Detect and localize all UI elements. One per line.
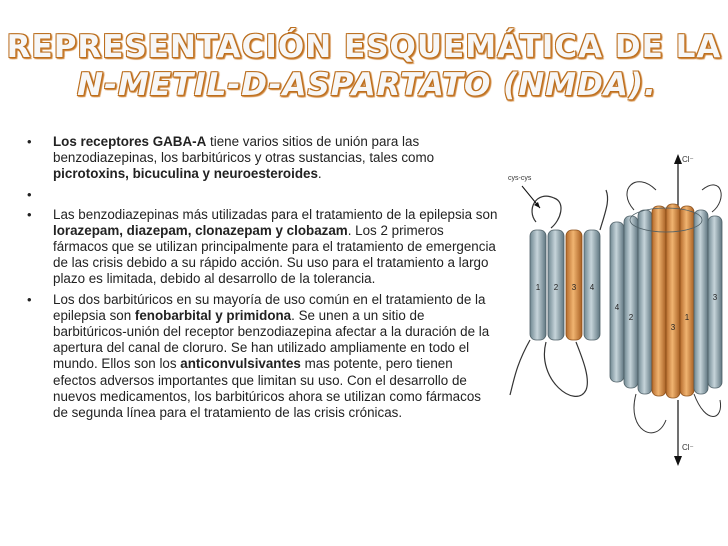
text-barb-1: Los dos barbitúricos en su mayoría de uso común en el tratamiento de la epilepsia son — [53, 291, 486, 323]
helix-number: 4 — [614, 303, 620, 312]
chloride-top-label: Cl⁻ — [682, 155, 694, 164]
helix-number: 3 — [571, 283, 577, 292]
helix-number: 2 — [553, 283, 559, 292]
text-gaba-1: tiene varios sitios de unión para las benzodiazepinas, los barbitúricos y otras sustancias, tales como — [53, 134, 435, 166]
receptor-diagram — [506, 150, 728, 480]
pentameric-channel — [610, 154, 722, 466]
cys-label: cys-cys — [508, 175, 532, 182]
bold-picrotoxins: picrotoxins, bicuculina y neuroesteroides — [53, 166, 318, 182]
helix-number: 1 — [684, 313, 690, 322]
helix-number: 3 — [712, 293, 718, 302]
bullet-barbiturates — [26, 292, 498, 422]
bold-benzo-drugs: lorazepam, diazepam, clonazepam y clobazam — [53, 222, 348, 238]
slide-title — [0, 28, 728, 104]
bold-gaba: Los receptores GABA-A — [53, 134, 207, 149]
chloride-bottom-label: Cl⁻ — [682, 443, 694, 452]
bullet-empty — [26, 187, 498, 203]
text-benzo-1: Las benzodiazepinas más utilizadas para el tratamiento de la epilepsia son — [53, 206, 498, 222]
title-line-2: N-METIL-D-ASPARTATO (NMDA). — [77, 67, 657, 103]
helix-number: 2 — [628, 313, 634, 322]
helix-number: 4 — [589, 283, 595, 292]
receptor-diagram-svg — [506, 150, 728, 480]
bullet-list — [26, 134, 498, 425]
text-barb-3: mas potente, pero tienen efectos adversos importantes que limitan su uso. Con el desarrollo de nuevos medicamentos, los barbitúricos ahora se utilizan como fármacos de segunda línea para el tratamiento de las crisis crónicas. — [53, 356, 481, 421]
bullet-benzodiazepines — [26, 207, 498, 288]
title-line-1: REPRESENTACIÓN ESQUEMÁTICA DE LA — [6, 29, 722, 65]
bold-anticonvulsants: anticonvulsivantes — [180, 356, 301, 372]
text-benzo-2: . Los 2 primeros fármacos que se utilizan principalmente para el tratamiento de emergencia de las crisis debido a su rápido acción. Su uso para el tratamiento a largo plazo es limitada, debido al desarrollo de la tolerancia. — [53, 222, 496, 287]
bold-barb-drugs: fenobarbital y primidona — [134, 307, 292, 323]
helix-number: 1 — [535, 283, 541, 292]
single-subunit — [508, 175, 608, 396]
bullet-gaba-receptors — [26, 134, 498, 183]
helix-number: 3 — [670, 323, 676, 332]
text-gaba-2: . — [317, 166, 322, 182]
text-barb-2: . Se unen a un sitio de barbitúricos-unión del receptor benzodiazepina afectar a la duración de la apertura del canal de cloruro. Se han utilizado ampliamente en todo el mundo. Ellos son los — [53, 307, 490, 372]
